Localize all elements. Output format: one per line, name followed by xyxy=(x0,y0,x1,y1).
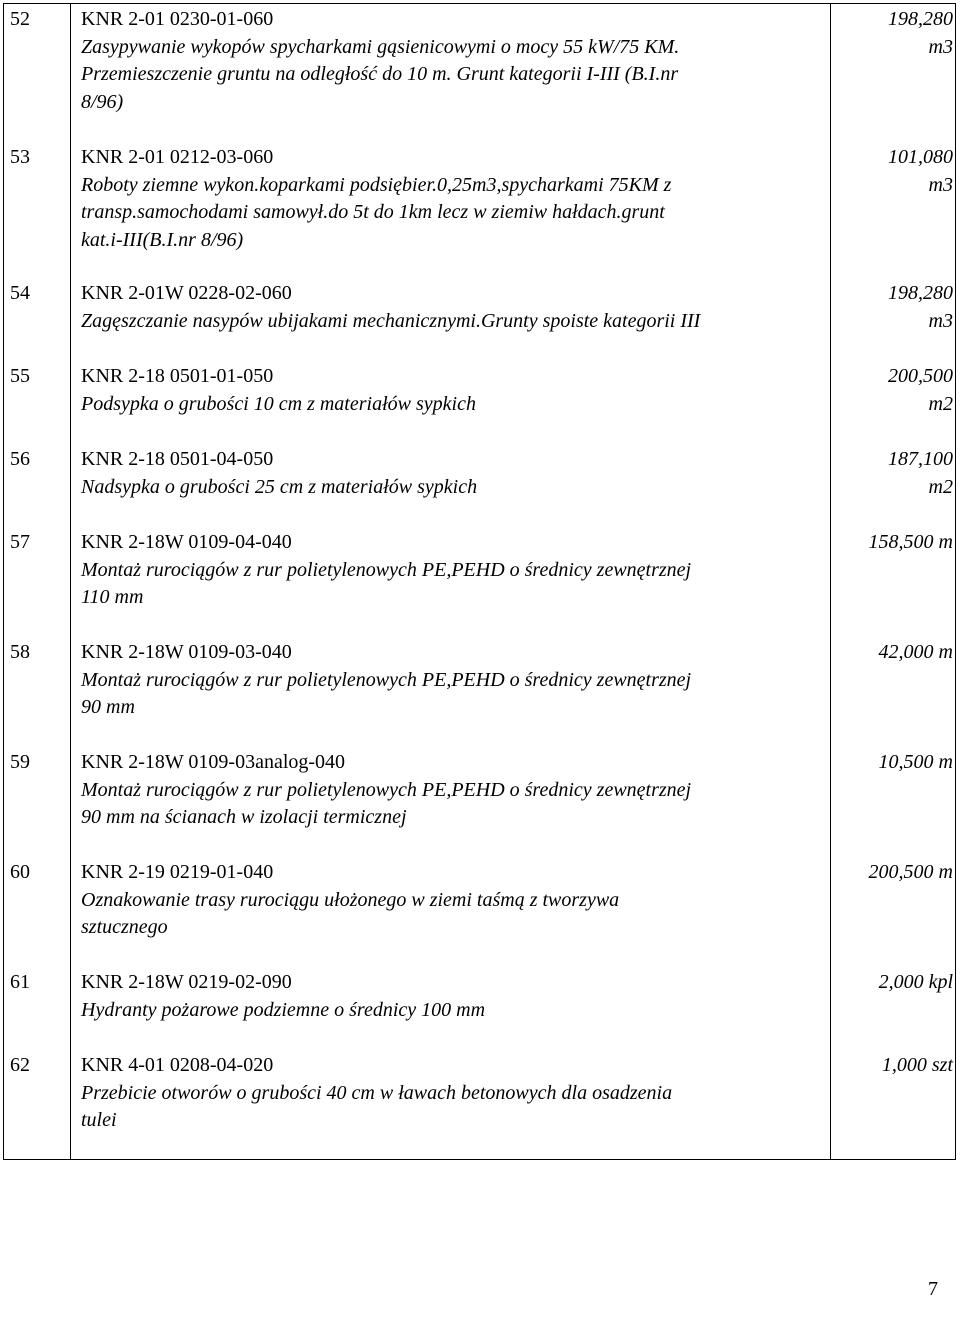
item-description xyxy=(70,1052,830,1135)
table-row xyxy=(4,859,957,942)
table-row xyxy=(4,280,957,335)
item-description xyxy=(70,969,830,1024)
item-number: 53 xyxy=(10,146,30,168)
item-description-line: Zasypywanie wykopów spycharkami gąsienicowymi o mocy 55 kW/75 KM. xyxy=(81,35,680,58)
item-number: 61 xyxy=(10,971,30,993)
table-row xyxy=(4,446,957,501)
item-number: 52 xyxy=(10,8,30,30)
item-code: KNR 2-01W 0228-02-060 xyxy=(81,282,292,304)
item-quantity-line: 10,500 m xyxy=(878,751,953,773)
table-row xyxy=(4,969,957,1024)
item-description-line: Montaż rurociągów z rur polietylenowych PE,PEHD o średnicy zewnętrznej xyxy=(81,668,692,691)
item-code: KNR 4-01 0208-04-020 xyxy=(81,1054,274,1076)
item-quantity-line: 158,500 m xyxy=(868,531,953,553)
item-description-line: transp.samochodami samowył.do 5t do 1km lecz w ziemiw hałdach.grunt xyxy=(81,201,665,223)
item-code: KNR 2-01 0212-03-060 xyxy=(81,146,274,168)
item-quantity-line: m3 xyxy=(928,35,953,58)
item-description xyxy=(70,529,830,612)
item-description xyxy=(70,6,830,116)
item-description xyxy=(70,446,830,501)
cost-estimate-table xyxy=(3,3,956,1160)
item-quantity xyxy=(830,280,957,335)
item-code: KNR 2-18W 0219-02-090 xyxy=(81,971,292,993)
item-description-line: Roboty ziemne wykon.koparkami podsiębier.0,25m3,spycharkami 75KM z xyxy=(81,173,672,196)
item-number: 54 xyxy=(10,282,30,304)
item-description-line: Oznakowanie trasy rurociągu ułożonego w ziemi taśmą z tworzywa xyxy=(81,888,620,911)
item-quantity-line: m3 xyxy=(928,309,953,332)
item-description-line: Hydranty pożarowe podziemne o średnicy 100 mm xyxy=(81,998,486,1021)
item-number: 58 xyxy=(10,641,30,663)
item-code: KNR 2-01 0230-01-060 xyxy=(81,8,274,30)
item-quantity-line: 187,100 xyxy=(888,448,953,470)
item-description-line: tulei xyxy=(81,1109,117,1131)
item-description-line: Podsypka o grubości 10 cm z materiałów sypkich xyxy=(81,392,476,415)
item-code: KNR 2-19 0219-01-040 xyxy=(81,861,274,883)
item-quantity xyxy=(830,639,957,667)
item-quantity-line: 101,080 xyxy=(888,146,953,168)
item-quantity-line: m3 xyxy=(928,173,953,196)
item-description-line: 90 mm na ścianach w izolacji termicznej xyxy=(81,806,407,828)
item-quantity-line: m2 xyxy=(928,392,953,415)
item-description xyxy=(70,363,830,418)
item-number: 60 xyxy=(10,861,30,883)
item-quantity-line: 2,000 kpl xyxy=(878,971,953,993)
table-row xyxy=(4,639,957,722)
item-quantity xyxy=(830,363,957,418)
table-row xyxy=(4,144,957,254)
item-description xyxy=(70,859,830,942)
item-number: 62 xyxy=(10,1054,30,1076)
item-quantity xyxy=(830,749,957,777)
item-number: 55 xyxy=(10,365,30,387)
item-description xyxy=(70,639,830,722)
table-row xyxy=(4,363,957,418)
item-description-line: Zagęszczanie nasypów ubijakami mechanicznymi.Grunty spoiste kategorii III xyxy=(81,309,701,332)
item-description xyxy=(70,280,830,335)
table-row xyxy=(4,1052,957,1135)
item-description-line: kat.i-III(B.I.nr 8/96) xyxy=(81,228,244,251)
item-code: KNR 2-18W 0109-03analog-040 xyxy=(81,751,346,773)
item-quantity xyxy=(830,144,957,199)
item-description xyxy=(70,749,830,832)
item-description-line: Montaż rurociągów z rur polietylenowych PE,PEHD o średnicy zewnętrznej xyxy=(81,778,692,801)
item-description-line: sztucznego xyxy=(81,916,168,938)
item-description-line: Przebicie otworów o grubości 40 cm w ławach betonowych dla osadzenia xyxy=(81,1081,673,1104)
item-description-line: 90 mm xyxy=(81,696,135,718)
page-number: 7 xyxy=(928,1278,938,1300)
item-number: 56 xyxy=(10,448,30,470)
item-quantity-line: 200,500 m xyxy=(868,861,953,883)
item-quantity xyxy=(830,6,957,61)
table-row xyxy=(4,6,957,116)
item-quantity-line: 1,000 szt xyxy=(881,1054,953,1076)
item-description-line: 110 mm xyxy=(81,586,144,608)
item-quantity-line: 198,280 xyxy=(888,282,953,304)
item-quantity xyxy=(830,859,957,887)
item-quantity-line: 200,500 xyxy=(888,365,953,387)
item-number: 59 xyxy=(10,751,30,773)
item-quantity-line: 198,280 xyxy=(888,8,953,30)
item-description-line: 8/96) xyxy=(81,90,124,113)
item-code: KNR 2-18 0501-04-050 xyxy=(81,448,274,470)
item-code: KNR 2-18 0501-01-050 xyxy=(81,365,274,387)
item-quantity xyxy=(830,1052,957,1080)
item-quantity-line: 42,000 m xyxy=(878,641,953,663)
table-row xyxy=(4,749,957,832)
item-code: KNR 2-18W 0109-04-040 xyxy=(81,531,292,553)
item-description xyxy=(70,144,830,254)
item-code: KNR 2-18W 0109-03-040 xyxy=(81,641,292,663)
item-description-line: Montaż rurociągów z rur polietylenowych PE,PEHD o średnicy zewnętrznej xyxy=(81,558,692,581)
table-row xyxy=(4,529,957,612)
item-quantity xyxy=(830,446,957,501)
item-quantity xyxy=(830,529,957,557)
item-quantity xyxy=(830,969,957,997)
item-quantity-line: m2 xyxy=(928,475,953,498)
item-description-line: Przemieszczenie gruntu na odległość do 10 m. Grunt kategorii I-III (B.I.nr xyxy=(81,63,679,85)
item-description-line: Nadsypka o grubości 25 cm z materiałów sypkich xyxy=(81,475,478,498)
item-number: 57 xyxy=(10,531,30,553)
